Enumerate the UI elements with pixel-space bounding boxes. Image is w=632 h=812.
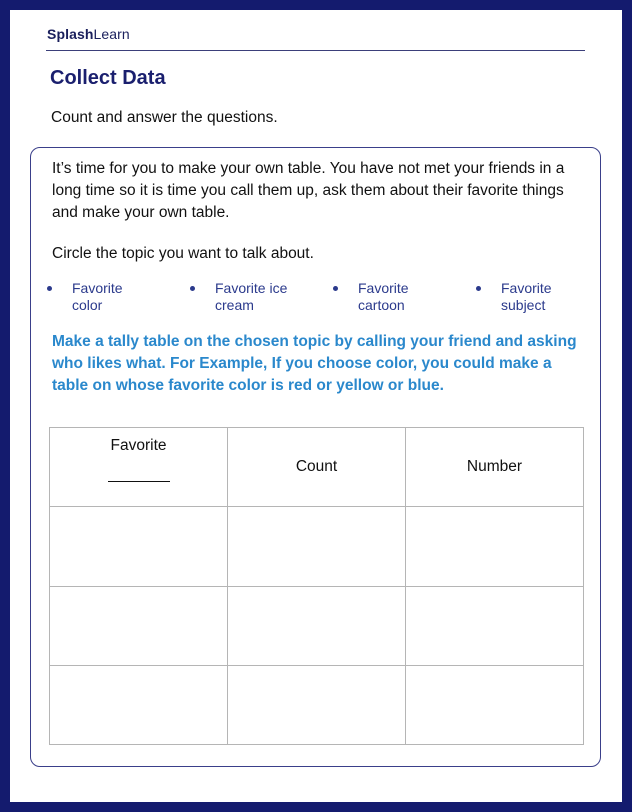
topic-option-cartoon[interactable] [358, 280, 448, 314]
topic-option-color[interactable] [72, 280, 162, 314]
brand-logo-part1: Splash [47, 26, 94, 42]
topic-label-line2: subject [501, 297, 546, 313]
header-favorite-label: Favorite [110, 436, 167, 454]
bullet-icon [333, 286, 338, 291]
topic-label-line1: Favorite [72, 280, 123, 296]
favorite-blank-line[interactable] [108, 481, 170, 482]
topic-label-line2: cartoon [358, 297, 405, 313]
brand-logo [47, 26, 130, 42]
table-cell[interactable] [406, 507, 584, 586]
table-cell[interactable] [406, 665, 584, 744]
topic-label-line2: cream [215, 297, 254, 313]
table-row [50, 586, 584, 665]
bullet-icon [190, 286, 195, 291]
table-header-row [50, 428, 584, 507]
header-number: Number [406, 428, 584, 507]
header-count: Count [228, 428, 406, 507]
topic-label-line1: Favorite [358, 280, 409, 296]
table-row [50, 665, 584, 744]
table-cell[interactable] [228, 665, 406, 744]
instruction-text: Count and answer the questions. [51, 109, 278, 126]
header-divider [46, 50, 585, 51]
bullet-icon [47, 286, 52, 291]
table-cell[interactable] [228, 507, 406, 586]
circle-prompt: Circle the topic you want to talk about. [52, 245, 314, 262]
table-row [50, 507, 584, 586]
topic-label-line1: Favorite ice [215, 280, 288, 296]
topic-label-line2: color [72, 297, 103, 313]
worksheet-page [10, 10, 622, 802]
activity-card [30, 147, 601, 767]
table-cell[interactable] [50, 586, 228, 665]
tally-instruction: Make a tally table on the chosen topic by calling your friend and asking who likes what. For Example, If you choose color, you could make a table on whose favorite color is red or yellow or blue. [52, 333, 577, 394]
topic-option-subject[interactable] [501, 280, 591, 314]
table-cell[interactable] [228, 586, 406, 665]
tally-table [49, 427, 584, 745]
topic-option-ice-cream[interactable] [215, 280, 305, 314]
table-cell[interactable] [406, 586, 584, 665]
header-favorite [50, 428, 228, 507]
topic-label-line1: Favorite [501, 280, 552, 296]
bullet-icon [476, 286, 481, 291]
brand-logo-part2: Learn [93, 26, 130, 42]
table-cell[interactable] [50, 507, 228, 586]
activity-paragraph: It’s time for you to make your own table. You have not met your friends in a long time so it is time you call them up, ask them about their favorite things and make your own table. [52, 160, 565, 221]
table-cell[interactable] [50, 665, 228, 744]
page-title: Collect Data [50, 67, 166, 89]
